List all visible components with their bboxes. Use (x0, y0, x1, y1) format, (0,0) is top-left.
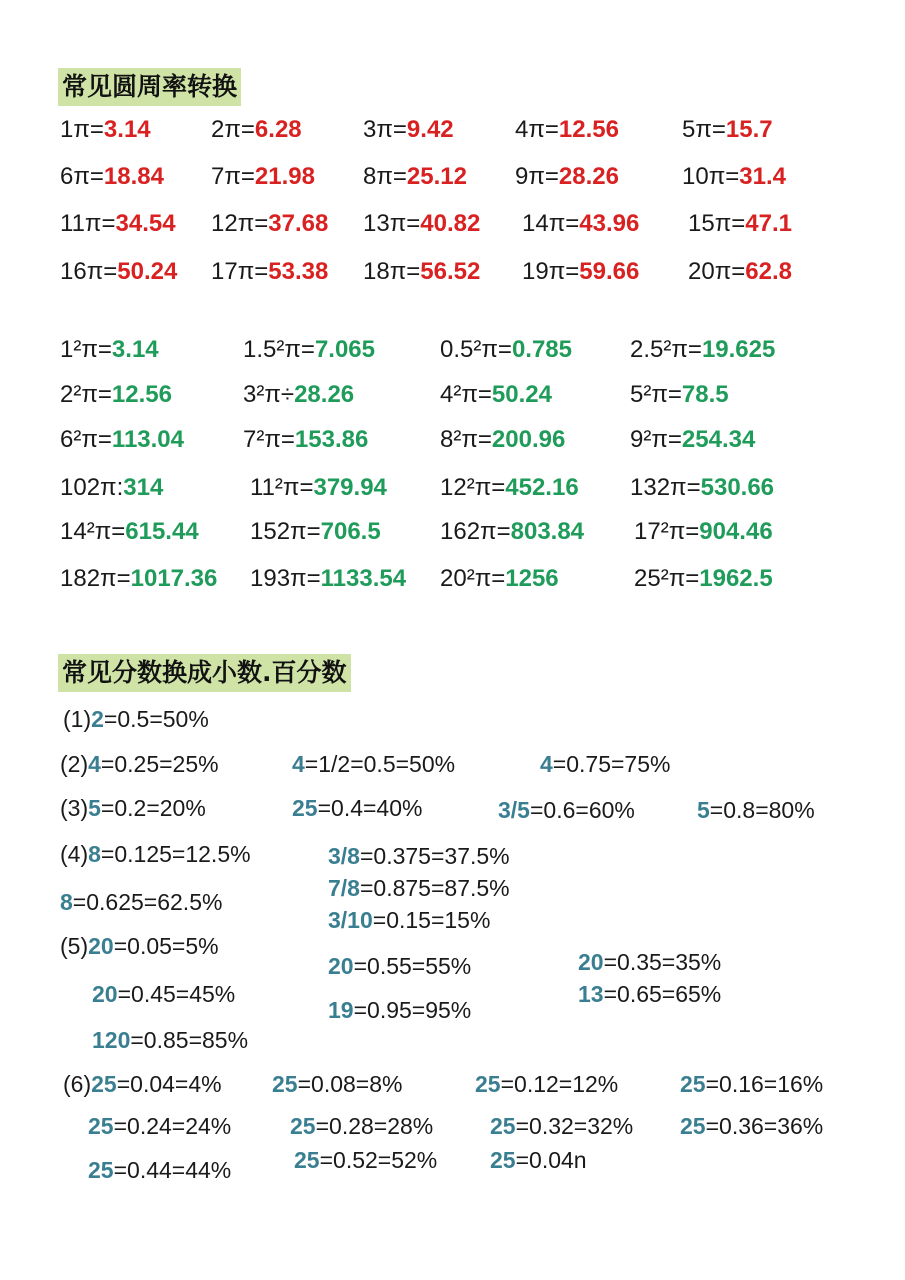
fraction-denominator: 19 (328, 997, 354, 1023)
pi-square-label: 2²π= (60, 381, 112, 408)
pi-square-value: 615.44 (125, 518, 199, 545)
pi-square-item (634, 562, 773, 596)
pi-multiple-value: 34.54 (115, 210, 176, 237)
fraction-denominator: 4 (292, 751, 305, 777)
pi-square-value: 19.625 (701, 336, 776, 363)
pi-multiple-item (515, 113, 619, 147)
fraction-item (697, 794, 815, 826)
pi-multiple-label: 13π= (363, 210, 421, 237)
pi-square-value: 379.94 (313, 474, 387, 501)
pi-multiple-item (60, 113, 151, 147)
fraction-result: =0.95=95% (353, 997, 472, 1023)
fraction-result: =0.05=5% (113, 933, 219, 959)
pi-multiple-item (363, 207, 480, 241)
fraction-result: =0.45=45% (117, 981, 236, 1007)
pi-multiple-value: 53.38 (268, 258, 329, 285)
pi-multiple-label: 14π= (522, 210, 580, 237)
pi-multiple-value: 59.66 (579, 258, 640, 285)
pi-multiple-item (211, 160, 315, 194)
fraction-denominator: 25 (680, 1113, 706, 1139)
fraction-result: =0.125=12.5% (100, 841, 251, 867)
fraction-item (60, 886, 222, 918)
pi-square-label: 162π= (440, 518, 511, 545)
fraction-item (294, 1144, 437, 1176)
fraction-result: =0.12=12% (500, 1071, 619, 1097)
pi-square-value: 200.96 (491, 426, 566, 453)
fraction-result: =0.08=8% (297, 1071, 403, 1097)
pi-square-label: 11²π= (250, 474, 314, 501)
fraction-item (490, 1144, 587, 1176)
pi-multiple-value: 56.52 (420, 258, 481, 285)
fraction-result: =0.625=62.5% (72, 889, 223, 915)
pi-multiple-value: 31.4 (739, 163, 786, 190)
section-title-fractions: 常见分数换成小数.百分数 (58, 654, 351, 692)
fraction-item (88, 1154, 231, 1186)
fraction-result: =0.35=35% (603, 949, 722, 975)
fraction-item (328, 904, 490, 936)
pi-multiple-label: 20π= (688, 258, 746, 285)
fraction-denominator: 20 (92, 981, 118, 1007)
pi-multiple-label: 1π= (60, 116, 104, 143)
fraction-item (578, 946, 721, 978)
item-number: (1) (63, 706, 92, 732)
pi-square-label: 132π= (630, 474, 701, 501)
fraction-denominator: 5 (697, 797, 710, 823)
pi-multiple-label: 4π= (515, 116, 559, 143)
fraction-item (292, 748, 455, 780)
fraction-denominator: 4 (88, 751, 101, 777)
fraction-item (92, 978, 235, 1010)
pi-square-value: 153.86 (294, 426, 369, 453)
fraction-item (60, 930, 219, 962)
fraction-item (60, 748, 219, 780)
fraction-result: =0.16=16% (705, 1071, 824, 1097)
fraction-denominator: 25 (294, 1147, 320, 1173)
pi-multiple-value: 9.42 (406, 116, 454, 143)
section-title-pi: 常见圆周率转换 (58, 68, 241, 106)
fraction-denominator: 13 (578, 981, 604, 1007)
fraction-denominator: 25 (475, 1071, 501, 1097)
pi-square-value: 254.34 (681, 426, 756, 453)
fraction-item (272, 1068, 402, 1100)
pi-multiple-label: 5π= (682, 116, 726, 143)
pi-multiple-item (682, 113, 773, 147)
pi-square-value: 50.24 (491, 381, 552, 408)
fraction-item (292, 792, 422, 824)
pi-square-row (0, 333, 905, 367)
pi-square-item (440, 471, 579, 505)
pi-square-value: 7.065 (314, 336, 375, 363)
pi-square-label: 25²π= (634, 565, 700, 592)
pi-square-item (440, 562, 559, 596)
fraction-denominator: 4 (540, 751, 553, 777)
pi-square-label: 8²π= (440, 426, 492, 453)
pi-square-label: 1²π= (60, 336, 112, 363)
pi-square-label: 5²π= (630, 381, 682, 408)
fraction-item (328, 994, 471, 1026)
pi-square-item (634, 515, 773, 549)
pi-multiple-label: 7π= (211, 163, 255, 190)
pi-multiple-label: 10π= (682, 163, 740, 190)
pi-square-label: 152π= (250, 518, 321, 545)
fraction-result: =0.5=50% (103, 706, 209, 732)
fraction-result: =1/2=0.5=50% (304, 751, 456, 777)
fraction-item (328, 950, 471, 982)
pi-square-item (630, 471, 774, 505)
pi-square-item (60, 333, 159, 367)
fraction-result: =0.375=37.5% (359, 843, 510, 869)
item-number: (5) (60, 933, 89, 959)
item-number: (4) (60, 841, 89, 867)
fraction-result: =0.32=32% (515, 1113, 634, 1139)
pi-square-item (243, 333, 375, 367)
fraction-item (328, 840, 510, 872)
fraction-denominator: 25 (490, 1147, 516, 1173)
fraction-result: =0.2=20% (100, 795, 206, 821)
pi-multiple-label: 16π= (60, 258, 118, 285)
pi-multiple-item (211, 255, 328, 289)
pi-multiple-value: 3.14 (103, 116, 151, 143)
fraction-item (88, 1110, 231, 1142)
fraction-denominator: 8 (88, 841, 101, 867)
pi-square-item (250, 471, 387, 505)
fraction-denominator: 120 (92, 1027, 131, 1053)
fraction-denominator: 25 (91, 1071, 117, 1097)
pi-square-row (0, 515, 905, 549)
fraction-denominator: 25 (290, 1113, 316, 1139)
fraction-item (63, 1068, 222, 1100)
pi-square-value: 803.84 (510, 518, 585, 545)
pi-square-label: 182π= (60, 565, 131, 592)
fraction-denominator: 20 (328, 953, 354, 979)
pi-multiple-value: 12.56 (558, 116, 619, 143)
pi-multiple-item (363, 160, 467, 194)
pi-square-item (440, 423, 565, 457)
pi-square-label: 193π= (250, 565, 321, 592)
pi-multiple-item (363, 113, 454, 147)
pi-multiple-value: 50.24 (117, 258, 178, 285)
pi-square-label: 14²π= (60, 518, 126, 545)
pi-multiple-label: 15π= (688, 210, 746, 237)
fraction-denominator: 2 (91, 706, 104, 732)
fraction-result: =0.55=55% (353, 953, 472, 979)
pi-multiple-value: 37.68 (268, 210, 329, 237)
pi-square-item (630, 378, 729, 412)
fraction-denominator: 25 (272, 1071, 298, 1097)
item-number: (6) (63, 1071, 92, 1097)
pi-multiple-label: 11π= (60, 210, 116, 237)
pi-square-label: 1.5²π= (243, 336, 315, 363)
pi-square-item (440, 515, 584, 549)
pi-square-item (60, 378, 172, 412)
fraction-denominator: 5 (88, 795, 101, 821)
pi-multiple-label: 19π= (522, 258, 580, 285)
pi-multiple-item (60, 207, 176, 241)
fraction-item (680, 1110, 823, 1142)
fraction-denominator: 3/5 (498, 797, 530, 823)
pi-multiple-item (682, 160, 786, 194)
fraction-result: =0.15=15% (372, 907, 491, 933)
pi-square-item (630, 333, 775, 367)
fraction-result: =0.44=44% (113, 1157, 232, 1183)
fraction-item (680, 1068, 823, 1100)
fraction-result: =0.04n (515, 1147, 587, 1173)
fraction-result: =0.25=25% (100, 751, 219, 777)
pi-multiple-value: 25.12 (406, 163, 467, 190)
pi-multiple-label: 6π= (60, 163, 104, 190)
pi-multiple-item (515, 160, 619, 194)
fraction-denominator: 3/10 (328, 907, 373, 933)
pi-square-row (0, 423, 905, 457)
pi-multiple-label: 3π= (363, 116, 407, 143)
pi-square-value: 706.5 (320, 518, 381, 545)
fraction-item (498, 794, 635, 826)
fraction-item (328, 872, 510, 904)
fraction-result: =0.04=4% (116, 1071, 222, 1097)
pi-square-item (243, 378, 354, 412)
fraction-denominator: 3/8 (328, 843, 360, 869)
fraction-result: =0.85=85% (130, 1027, 249, 1053)
pi-square-item (440, 333, 572, 367)
fraction-item (490, 1110, 633, 1142)
pi-multiple-label: 17π= (211, 258, 269, 285)
pi-square-value: 452.16 (505, 474, 579, 501)
pi-multiple-item (688, 255, 792, 289)
pi-square-label: 102π: (60, 474, 124, 501)
pi-multiple-label: 12π= (211, 210, 269, 237)
fraction-result: =0.52=52% (319, 1147, 438, 1173)
pi-square-item (60, 423, 184, 457)
pi-multiple-value: 28.26 (558, 163, 619, 190)
pi-multiple-value: 47.1 (745, 210, 792, 237)
fraction-denominator: 25 (680, 1071, 706, 1097)
pi-multiple-value: 6.28 (254, 116, 302, 143)
fraction-result: =0.24=24% (113, 1113, 232, 1139)
pi-multiple-value: 21.98 (254, 163, 315, 190)
fraction-result: =0.36=36% (705, 1113, 824, 1139)
fraction-denominator: 25 (88, 1113, 114, 1139)
fraction-result: =0.28=28% (315, 1113, 434, 1139)
fraction-result: =0.65=65% (603, 981, 722, 1007)
pi-multiple-row (0, 255, 905, 289)
pi-square-value: 28.26 (294, 381, 355, 408)
pi-square-value: 1133.54 (320, 565, 407, 592)
pi-square-label: 6²π= (60, 426, 112, 453)
fraction-item (540, 748, 670, 780)
pi-multiple-item (60, 255, 177, 289)
fraction-item (578, 978, 721, 1010)
pi-square-label: 12²π= (440, 474, 506, 501)
fraction-denominator: 25 (292, 795, 318, 821)
pi-square-label: 0.5²π= (440, 336, 512, 363)
fraction-item (60, 838, 251, 870)
pi-square-label: 9²π= (630, 426, 682, 453)
pi-multiple-item (522, 255, 639, 289)
fraction-denominator: 8 (60, 889, 73, 915)
pi-square-value: 530.66 (700, 474, 775, 501)
fraction-result: =0.75=75% (552, 751, 671, 777)
pi-square-item (60, 515, 199, 549)
pi-multiple-item (211, 207, 328, 241)
pi-multiple-row (0, 113, 905, 147)
fraction-item (92, 1024, 248, 1056)
pi-multiple-item (522, 207, 639, 241)
pi-square-value: 1962.5 (699, 565, 773, 592)
fraction-result: =0.875=87.5% (359, 875, 510, 901)
pi-square-value: 12.56 (111, 381, 172, 408)
pi-multiple-label: 9π= (515, 163, 559, 190)
fraction-denominator: 7/8 (328, 875, 360, 901)
pi-square-label: 20²π= (440, 565, 506, 592)
item-number: (3) (60, 795, 89, 821)
pi-square-value: 1256 (505, 565, 559, 592)
pi-square-item (243, 423, 368, 457)
pi-square-item (250, 515, 381, 549)
pi-multiple-row (0, 160, 905, 194)
fraction-result: =0.8=80% (709, 797, 815, 823)
pi-multiple-value: 18.84 (103, 163, 164, 190)
pi-square-value: 1017.36 (130, 565, 218, 592)
pi-square-label: 2.5²π= (630, 336, 702, 363)
fraction-item (475, 1068, 618, 1100)
pi-square-label: 3²π÷ (243, 381, 295, 408)
pi-multiple-item (211, 113, 302, 147)
pi-square-item (60, 471, 163, 505)
pi-square-item (60, 562, 217, 596)
fraction-denominator: 25 (490, 1113, 516, 1139)
pi-square-value: 78.5 (681, 381, 729, 408)
pi-multiple-value: 15.7 (725, 116, 773, 143)
pi-square-row (0, 471, 905, 505)
pi-square-row (0, 378, 905, 412)
pi-square-value: 314 (123, 474, 164, 501)
pi-multiple-item (363, 255, 480, 289)
fraction-denominator: 25 (88, 1157, 114, 1183)
pi-multiple-value: 62.8 (745, 258, 792, 285)
fraction-denominator: 20 (88, 933, 114, 959)
pi-square-value: 3.14 (111, 336, 159, 363)
pi-square-value: 113.04 (111, 426, 185, 453)
pi-square-value: 0.785 (511, 336, 572, 363)
fraction-result: =0.6=60% (529, 797, 635, 823)
pi-multiple-label: 2π= (211, 116, 255, 143)
fraction-item (63, 703, 209, 735)
pi-square-row (0, 562, 905, 596)
pi-multiple-item (688, 207, 792, 241)
pi-square-item (630, 423, 755, 457)
pi-square-value: 904.46 (699, 518, 773, 545)
pi-square-label: 4²π= (440, 381, 492, 408)
pi-multiple-item (60, 160, 164, 194)
pi-multiple-label: 8π= (363, 163, 407, 190)
pi-multiple-value: 40.82 (420, 210, 481, 237)
pi-square-label: 7²π= (243, 426, 295, 453)
fraction-item (290, 1110, 433, 1142)
fraction-item (60, 792, 206, 824)
pi-square-item (250, 562, 406, 596)
pi-multiple-label: 18π= (363, 258, 421, 285)
pi-square-label: 17²π= (634, 518, 700, 545)
pi-multiple-value: 43.96 (579, 210, 640, 237)
fraction-denominator: 20 (578, 949, 604, 975)
pi-square-item (440, 378, 552, 412)
pi-multiple-row (0, 207, 905, 241)
fraction-result: =0.4=40% (317, 795, 423, 821)
item-number: (2) (60, 751, 89, 777)
